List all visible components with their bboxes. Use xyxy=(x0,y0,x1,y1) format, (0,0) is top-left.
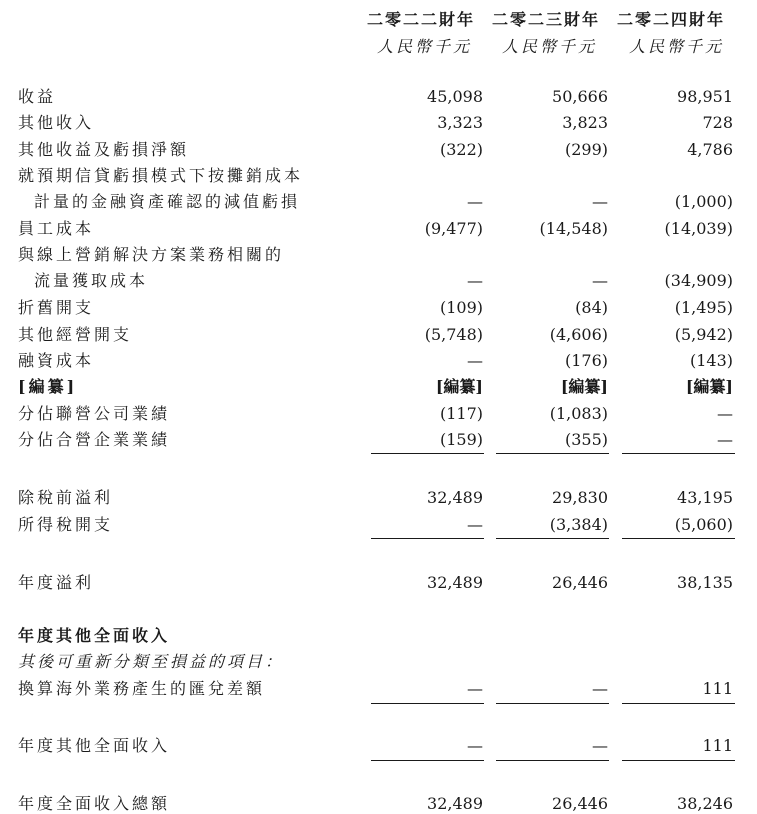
cell-share-jv-fy2022: (159) xyxy=(439,430,483,449)
subtotal-rule xyxy=(622,538,735,539)
cell-depreciation-fy2024: (1,495) xyxy=(674,298,733,317)
cell-traffic-cost-fy2023: — xyxy=(592,271,608,290)
cell-impairment-fy2023: — xyxy=(592,192,608,211)
cell-impairment-fy2024: (1,000) xyxy=(674,192,733,211)
col-unit-fy2024: 人民幣千元 xyxy=(629,37,725,56)
cell-other-income-fy2023: 3,823 xyxy=(562,113,608,132)
cell-revenue-fy2024: 98,951 xyxy=(677,87,733,106)
cell-profit-year-fy2022: 32,489 xyxy=(427,573,483,592)
cell-other-opex-fy2023: (4,606) xyxy=(549,325,608,344)
cell-oci-total-fy2022: — xyxy=(467,736,483,755)
cell-fx-fy2022: — xyxy=(467,679,483,698)
subtotal-rule xyxy=(496,538,609,539)
cell-staff-costs-fy2023: (14,548) xyxy=(539,219,608,238)
cell-revenue-fy2022: 45,098 xyxy=(427,87,483,106)
row-label-revenue: 收益 xyxy=(18,87,57,106)
section-subheading-reclassifiable: 其後可重新分類至損益的項目： xyxy=(18,652,285,671)
row-label-depreciation: 折舊開支 xyxy=(18,298,95,317)
col-header-fy2022: 二零二二財年 xyxy=(367,10,476,29)
cell-finance-costs-fy2023: (176) xyxy=(564,351,608,370)
cell-other-gains-fy2024: 4,786 xyxy=(687,140,733,159)
row-label-income-tax: 所得稅開支 xyxy=(18,515,114,534)
cell-other-gains-fy2022: (322) xyxy=(439,140,483,159)
cell-pbt-fy2022: 32,489 xyxy=(427,488,483,507)
subtotal-rule xyxy=(371,703,484,704)
subtotal-rule xyxy=(371,453,484,454)
row-label-staff-costs: 員工成本 xyxy=(18,219,95,238)
cell-traffic-cost-fy2022: — xyxy=(467,271,483,290)
col-header-fy2024: 二零二四財年 xyxy=(617,10,726,29)
row-label-finance-costs: 融資成本 xyxy=(18,351,95,370)
cell-traffic-cost-fy2024: (34,909) xyxy=(664,271,733,290)
cell-other-income-fy2022: 3,323 xyxy=(437,113,483,132)
row-label-impairment-line2: 計量的金融資產確認的減值虧損 xyxy=(34,192,301,211)
cell-revenue-fy2023: 50,666 xyxy=(552,87,608,106)
subtotal-rule xyxy=(371,760,484,761)
row-label-redacted: [編纂] xyxy=(18,377,78,396)
cell-fx-fy2023: — xyxy=(592,679,608,698)
subtotal-rule xyxy=(622,760,735,761)
cell-impairment-fy2022: — xyxy=(467,192,483,211)
row-label-oci-total: 年度其他全面收入 xyxy=(18,736,171,755)
cell-staff-costs-fy2024: (14,039) xyxy=(664,219,733,238)
row-label-traffic-cost-line2: 流量獲取成本 xyxy=(34,271,149,290)
row-label-other-opex: 其他經營開支 xyxy=(18,325,133,344)
cell-share-associates-fy2024: — xyxy=(717,404,733,423)
row-label-impairment-line1: 就預期信貸虧損模式下按攤銷成本 xyxy=(18,166,304,185)
row-label-total-comprehensive-income: 年度全面收入總額 xyxy=(18,794,171,813)
subtotal-rule xyxy=(371,538,484,539)
row-label-share-associates: 分佔聯營公司業績 xyxy=(18,404,171,423)
cell-fx-fy2024: 111 xyxy=(702,679,733,698)
row-label-share-jv: 分佔合營企業業績 xyxy=(18,430,171,449)
section-heading-oci: 年度其他全面收入 xyxy=(18,626,171,645)
subtotal-rule xyxy=(496,760,609,761)
cell-share-jv-fy2023: (355) xyxy=(564,430,608,449)
cell-oci-total-fy2024: 111 xyxy=(702,736,733,755)
cell-profit-year-fy2024: 38,135 xyxy=(677,573,733,592)
cell-other-opex-fy2024: (5,942) xyxy=(674,325,733,344)
cell-finance-costs-fy2022: — xyxy=(467,351,483,370)
subtotal-rule xyxy=(496,453,609,454)
row-label-other-income: 其他收入 xyxy=(18,113,95,132)
col-unit-fy2023: 人民幣千元 xyxy=(502,37,598,56)
cell-other-gains-fy2023: (299) xyxy=(564,140,608,159)
cell-share-jv-fy2024: — xyxy=(717,430,733,449)
cell-depreciation-fy2022: (109) xyxy=(439,298,483,317)
cell-pbt-fy2024: 43,195 xyxy=(677,488,733,507)
cell-finance-costs-fy2024: (143) xyxy=(689,351,733,370)
row-label-other-gains-losses: 其他收益及虧損淨額 xyxy=(18,140,190,159)
cell-income-tax-fy2023: (3,384) xyxy=(549,515,608,534)
cell-redacted-fy2023: [編纂] xyxy=(560,377,608,396)
subtotal-rule xyxy=(496,703,609,704)
cell-share-associates-fy2022: (117) xyxy=(439,404,483,423)
cell-redacted-fy2024: [編纂] xyxy=(685,377,733,396)
col-unit-fy2022: 人民幣千元 xyxy=(377,37,473,56)
row-label-profit-before-tax: 除稅前溢利 xyxy=(18,488,114,507)
cell-pbt-fy2023: 29,830 xyxy=(552,488,608,507)
subtotal-rule xyxy=(622,703,735,704)
cell-tci-fy2024: 38,246 xyxy=(677,794,733,813)
cell-tci-fy2022: 32,489 xyxy=(427,794,483,813)
cell-tci-fy2023: 26,446 xyxy=(552,794,608,813)
row-label-fx-differences: 換算海外業務產生的匯兌差額 xyxy=(18,679,266,698)
cell-depreciation-fy2023: (84) xyxy=(575,298,608,317)
col-header-fy2023: 二零二三財年 xyxy=(492,10,601,29)
cell-staff-costs-fy2022: (9,477) xyxy=(424,219,483,238)
cell-oci-total-fy2023: — xyxy=(592,736,608,755)
cell-redacted-fy2022: [編纂] xyxy=(435,377,483,396)
cell-other-income-fy2024: 728 xyxy=(702,113,733,132)
row-label-profit-for-year: 年度溢利 xyxy=(18,573,95,592)
subtotal-rule xyxy=(622,453,735,454)
cell-income-tax-fy2024: (5,060) xyxy=(674,515,733,534)
cell-share-associates-fy2023: (1,083) xyxy=(549,404,608,423)
cell-other-opex-fy2022: (5,748) xyxy=(424,325,483,344)
cell-income-tax-fy2022: — xyxy=(467,515,483,534)
cell-profit-year-fy2023: 26,446 xyxy=(552,573,608,592)
row-label-traffic-cost-line1: 與線上營銷解決方案業務相關的 xyxy=(18,245,285,264)
